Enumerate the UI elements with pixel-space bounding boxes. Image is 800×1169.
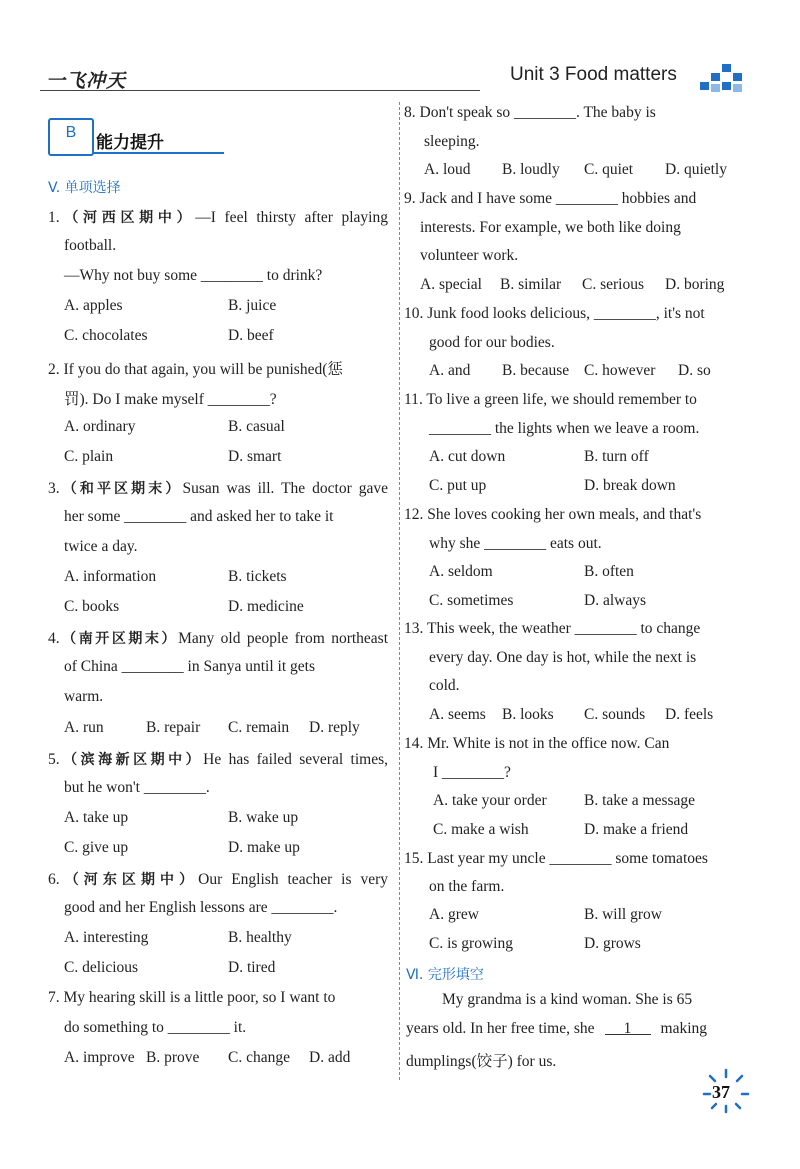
q3-option-a[interactable]: A. information (64, 568, 157, 585)
q15-line-1: 15. Last year my uncle ________ some tomatoes (404, 850, 708, 867)
q2-option-d[interactable]: D. smart (228, 448, 282, 465)
q3-line-3: twice a day. (64, 538, 138, 555)
q8-line-2: sleeping. (424, 133, 480, 150)
q14-line-1: 14. Mr. White is not in the office now. Can (404, 735, 670, 752)
q2-line-2: 罚). Do I make myself ________? (64, 391, 277, 408)
book-icon: B (48, 118, 94, 156)
q6-option-c[interactable]: C. delicious (64, 959, 139, 976)
q9-option-b[interactable]: B. similar (500, 276, 562, 293)
q2-option-b[interactable]: B. casual (228, 418, 285, 435)
q5-option-d[interactable]: D. make up (228, 839, 300, 856)
q11-option-c[interactable]: C. put up (429, 477, 487, 494)
q13-option-a[interactable]: A. seems (429, 706, 486, 723)
page-header (40, 58, 745, 98)
q6-line-2: good and her English lessons are ________. (64, 899, 338, 916)
q5-option-b[interactable]: B. wake up (228, 809, 299, 826)
q12-option-a[interactable]: A. seldom (429, 563, 493, 580)
q7-line-1: 7. My hearing skill is a little poor, so I want to (48, 989, 336, 1006)
section-heading-b (48, 118, 223, 158)
q8-option-d[interactable]: D. quietly (665, 161, 727, 178)
q13-option-d[interactable]: D. feels (665, 706, 714, 723)
q4-line-2: of China ________ in Sanya until it gets (64, 658, 315, 675)
q1-line-2: football. (64, 237, 117, 254)
cloze-line-1: My grandma is a kind woman. She is 65 (442, 991, 693, 1008)
q9-line-1: 9. Jack and I have some ________ hobbies and (404, 190, 697, 207)
q13-option-c[interactable]: C. sounds (584, 706, 646, 723)
q13-line-1: 13. This week, the weather ________ to change (404, 620, 701, 637)
q14-option-c[interactable]: C. make a wish (433, 821, 529, 838)
cloze-line-2: years old. In her free time, she 1 making (406, 1020, 708, 1037)
brand-logo: 一飞冲天 (46, 70, 127, 92)
q3-option-d[interactable]: D. medicine (228, 598, 304, 615)
q6-line-1: 6.（河东区期中）Our English teacher is very (48, 871, 389, 888)
q4-option-a[interactable]: A. run (64, 719, 104, 736)
q5-line-2: but he won't ________. (64, 779, 210, 796)
q11-option-b[interactable]: B. turn off (584, 448, 649, 465)
q12-option-c[interactable]: C. sometimes (429, 592, 514, 609)
q15-option-d[interactable]: D. grows (584, 935, 641, 952)
q4-line-3: warm. (64, 688, 104, 705)
q9-option-a[interactable]: A. special (420, 276, 482, 293)
q8-option-b[interactable]: B. loudly (502, 161, 560, 178)
q9-line-2: interests. For example, we both like doing (420, 219, 681, 236)
q4-option-c[interactable]: C. remain (228, 719, 290, 736)
q2-option-a[interactable]: A. ordinary (64, 418, 136, 435)
q13-line-3: cold. (429, 677, 460, 694)
q10-option-b[interactable]: B. because (502, 362, 570, 379)
page-number-text: 37 (712, 1082, 730, 1102)
q10-line-1: 10. Junk food looks delicious, ________, it's not (404, 305, 705, 322)
q10-option-d[interactable]: D. so (678, 362, 711, 379)
q14-line-2: I ________? (433, 764, 511, 781)
q1-option-b[interactable]: B. juice (228, 297, 277, 314)
q15-option-b[interactable]: B. will grow (584, 906, 662, 923)
section-vi-title: Ⅵ. 完形填空 (406, 967, 484, 983)
q8-line-1: 8. Don't speak so ________. The baby is (404, 104, 656, 121)
q14-option-b[interactable]: B. take a message (584, 792, 696, 809)
q11-line-1: 11. To live a green life, we should remember to (404, 391, 697, 408)
q2-option-c[interactable]: C. plain (64, 448, 114, 465)
q11-option-d[interactable]: D. break down (584, 477, 676, 494)
q15-option-a[interactable]: A. grew (429, 906, 479, 923)
q14-option-d[interactable]: D. make a friend (584, 821, 689, 838)
q10-option-a[interactable]: A. and (429, 362, 471, 379)
q15-option-c[interactable]: C. is growing (429, 935, 513, 952)
q12-option-b[interactable]: B. often (584, 563, 634, 580)
q9-option-c[interactable]: C. serious (582, 276, 644, 293)
q3-line-2: her some ________ and asked her to take it (64, 508, 334, 525)
q5-option-c[interactable]: C. give up (64, 839, 129, 856)
q11-option-a[interactable]: A. cut down (429, 448, 506, 465)
q12-option-d[interactable]: D. always (584, 592, 646, 609)
q5-option-a[interactable]: A. take up (64, 809, 129, 826)
cloze-blank-1[interactable]: 1 (605, 1020, 651, 1035)
q12-line-1: 12. She loves cooking her own meals, and that's (404, 506, 702, 523)
q3-line-1: 3.（和平区期末）Susan was ill. The doctor gave (48, 480, 389, 497)
q10-line-2: good for our bodies. (429, 334, 555, 351)
q1-option-d[interactable]: D. beef (228, 327, 274, 344)
section-v-title: V. 单项选择 (48, 180, 121, 196)
q7-option-c[interactable]: C. change (228, 1049, 290, 1066)
q8-option-c[interactable]: C. quiet (584, 161, 634, 178)
header-checker-decoration (700, 64, 744, 92)
q12-line-2: why she ________ eats out. (429, 535, 602, 552)
q9-option-d[interactable]: D. boring (665, 276, 725, 293)
q7-option-b[interactable]: B. prove (146, 1049, 200, 1066)
q3-option-b[interactable]: B. tickets (228, 568, 287, 585)
q1-line-3: —Why not buy some ________ to drink? (64, 267, 323, 284)
q4-line-1: 4.（南开区期末）Many old people from northeast (48, 630, 389, 647)
q1-line-1: 1.（河西区期中）—I feel thirsty after playing (48, 209, 388, 226)
q15-line-2: on the farm. (429, 878, 505, 895)
q14-option-a[interactable]: A. take your order (433, 792, 547, 809)
q6-option-d[interactable]: D. tired (228, 959, 276, 976)
q6-option-b[interactable]: B. healthy (228, 929, 292, 946)
cloze-line-3: dumplings(饺子) for us. (406, 1053, 557, 1070)
q13-option-b[interactable]: B. looks (502, 706, 554, 723)
q7-line-2: do something to ________ it. (64, 1019, 247, 1036)
q4-option-d[interactable]: D. reply (309, 719, 360, 736)
q8-option-a[interactable]: A. loud (424, 161, 471, 178)
header-rule (40, 90, 480, 91)
q11-line-2: ________ the lights when we leave a room. (429, 420, 700, 437)
column-divider (399, 102, 400, 1080)
q7-option-a[interactable]: A. improve (64, 1049, 135, 1066)
q5-line-1: 5.（滨海新区期中）He has failed several times, (48, 751, 388, 768)
section-title: 能力提升 (96, 133, 164, 153)
q4-option-b[interactable]: B. repair (146, 719, 201, 736)
q10-option-c[interactable]: C. however (584, 362, 656, 379)
q3-option-c[interactable]: C. books (64, 598, 120, 615)
page-number (702, 1068, 750, 1114)
q13-line-2: every day. One day is hot, while the next is (429, 649, 697, 666)
q9-line-3: volunteer work. (420, 247, 519, 264)
q1-option-c[interactable]: C. chocolates (64, 327, 148, 344)
q2-line-1: 2. If you do that again, you will be punished(惩 (48, 361, 343, 378)
q7-option-d[interactable]: D. add (309, 1049, 351, 1066)
unit-title: Unit 3 Food matters (510, 64, 677, 85)
q1-option-a[interactable]: A. apples (64, 297, 123, 314)
section-underline (92, 152, 224, 154)
q6-option-a[interactable]: A. interesting (64, 929, 149, 946)
